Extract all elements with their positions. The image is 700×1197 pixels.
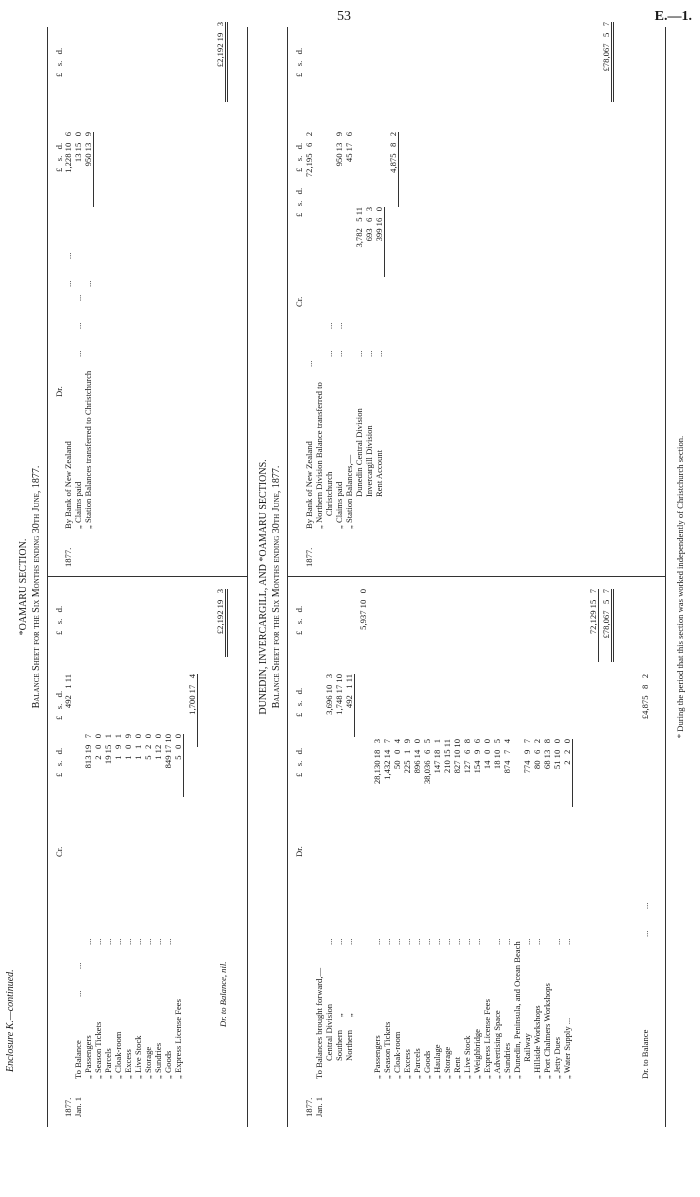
list-item-lead: ... xyxy=(143,938,153,945)
list-item: „ Passengers xyxy=(372,1035,382,1079)
list-item-amt: 38,036 6 5 xyxy=(422,739,432,785)
list-item-amt: 813 19 7 xyxy=(83,734,93,769)
dunedin-left-dr: Dr. xyxy=(294,846,304,857)
list-item: „ Claims paid xyxy=(334,481,344,529)
dunedin-center-divider xyxy=(287,576,665,577)
list-item: Southern „ xyxy=(334,1013,344,1061)
list-item: „ Parcels xyxy=(412,1048,422,1079)
list-item: „ Northern Division Balance transferred to xyxy=(314,382,324,529)
list-item-amt: 80 6 2 xyxy=(532,739,542,770)
list-item-lead: ... xyxy=(372,938,382,945)
list-item: „ Rent xyxy=(452,1056,462,1079)
list-item-lead: ... xyxy=(402,938,412,945)
list-item: „ Excess xyxy=(123,1049,133,1079)
list-item: „ Cloak-room xyxy=(113,1031,123,1079)
oamaru-left-amt-header: £ s. d. xyxy=(54,747,64,777)
list-item-amt: 5 2 0 xyxy=(143,734,153,760)
list-item-amt: 45 17 6 xyxy=(344,132,354,163)
list-item: „ Goods xyxy=(163,1050,173,1079)
dunedin-section-title: DUNEDIN, INVERCARGILL, AND *OAMARU SECTIONS. xyxy=(258,459,269,715)
dunedin-right-total: £78,067 5 7 xyxy=(601,22,614,102)
list-item: „ Express License Fees xyxy=(482,999,492,1079)
list-item-lead: ... xyxy=(344,938,354,945)
list-item-lead: ... xyxy=(442,938,452,945)
oamaru-receipts-subtotal: 1,700 17 4 xyxy=(187,674,198,747)
list-item-lead: ... xyxy=(532,938,542,945)
dunedin-bf-total: 5,937 10 0 xyxy=(358,589,368,630)
dunedin-dr-balance-lead: ... ... xyxy=(640,902,650,937)
list-item-lead: ... xyxy=(392,938,402,945)
list-item: „ Passengers xyxy=(83,1035,93,1079)
dunedin-left-year: 1877. xyxy=(304,1097,314,1117)
list-item-lead: ... xyxy=(374,350,384,357)
list-item-lead: ... xyxy=(103,938,113,945)
list-item-amt: 950 13 9 xyxy=(334,132,344,167)
list-item-amt: 225 1 9 xyxy=(402,739,412,774)
list-item-lead: ... xyxy=(334,938,344,945)
list-item-lead: ... xyxy=(123,938,133,945)
list-item-lead: ... xyxy=(163,938,173,945)
list-item-lead: ... xyxy=(432,938,442,945)
list-item-amt: 3,782 5 11 xyxy=(354,207,364,248)
list-item: „ Season Tickets xyxy=(93,1021,103,1079)
list-item-amt: 950 13 9 xyxy=(83,132,94,207)
list-item-amt: 492 1 11 xyxy=(344,674,355,737)
list-item-amt: 1 9 1 xyxy=(113,734,123,760)
oamaru-left-amt-header-2: £ s. d. xyxy=(54,690,64,720)
oamaru-to-balance-lead: ... ... xyxy=(73,962,83,997)
list-item: „ Claims paid xyxy=(73,481,83,529)
list-item-amt: 1 12 0 xyxy=(153,734,163,760)
dunedin-section-subtitle: Balance Sheet for the Six Months ending 30th June, 1877. xyxy=(271,465,282,709)
oamaru-to-balance-amt: 492 1 11 xyxy=(63,674,73,709)
list-item-lead: ... xyxy=(502,938,512,945)
dunedin-dr-balance: Dr. to Balance xyxy=(640,1029,650,1079)
list-item: „ Sundries xyxy=(502,1042,512,1079)
list-item: „ Station Balances transferred to Christchurch xyxy=(83,370,93,529)
list-item: „ Advertising Space xyxy=(492,1010,502,1079)
dunedin-top-rule xyxy=(287,27,288,1127)
list-item-lead: ... xyxy=(522,938,532,945)
dunedin-left-amt-header: £ s. d. xyxy=(294,747,304,777)
list-item: „ Port Chalmers Workshops xyxy=(542,983,552,1079)
list-item: Rent Account xyxy=(374,449,384,497)
list-item-amt: 28,130 18 3 xyxy=(372,739,382,785)
list-item: „ Water Supply ... xyxy=(562,1017,572,1079)
list-item-lead: ... xyxy=(113,938,123,945)
oamaru-dr-balance: Dr. to Balance, nil. xyxy=(218,961,228,1027)
list-item: Christchurch xyxy=(324,471,334,529)
list-item: „ Storage xyxy=(442,1046,452,1079)
list-item-amt: 18 10 5 xyxy=(492,739,502,770)
list-item-lead: ... xyxy=(364,350,374,357)
list-item-amt: 1,228 10 6 xyxy=(63,132,73,173)
oamaru-left-year: 1877. xyxy=(63,1097,73,1117)
list-item: „ Excess xyxy=(402,1049,412,1079)
oamaru-right-dr: Dr. xyxy=(54,386,64,397)
list-item-lead: ... xyxy=(492,938,502,945)
list-item-amt: 72,195 6 2 xyxy=(304,132,314,178)
list-item-lead: ... xyxy=(83,938,93,945)
list-item-lead: ... xyxy=(324,938,334,945)
list-item-amt: 1,748 17 10 xyxy=(334,674,344,715)
dunedin-left-amt-header-3: £ s. d. xyxy=(294,605,304,635)
list-item: „ Live Stock xyxy=(133,1035,143,1079)
list-item-lead: ... xyxy=(382,938,392,945)
list-item-amt: 68 13 8 xyxy=(542,739,552,770)
list-item: By Bank of New Zealand xyxy=(304,441,314,529)
list-item-amt: 154 9 6 xyxy=(472,739,482,774)
list-item-amt: 693 6 3 xyxy=(364,207,374,242)
list-item: „ Storage xyxy=(143,1046,153,1079)
list-item-amt: 1 0 9 xyxy=(123,734,133,760)
list-item-amt: 874 7 4 xyxy=(502,739,512,774)
list-item-amt: 50 0 4 xyxy=(392,739,402,770)
list-item-lead: ... ... xyxy=(63,252,73,287)
list-item-amt: 210 15 11 xyxy=(442,739,452,774)
list-item-lead: ... ... xyxy=(324,322,334,357)
list-item-lead: ... xyxy=(304,360,314,367)
oamaru-top-rule xyxy=(47,27,48,1127)
list-item-amt: 51 10 0 xyxy=(552,739,562,770)
list-item-lead: ... xyxy=(452,938,462,945)
list-item: „ Jetty Dues xyxy=(552,1036,562,1079)
list-item-amt: 896 14 0 xyxy=(412,739,422,774)
list-item-amt: 14 0 0 xyxy=(482,739,492,770)
list-item: „ Sundries xyxy=(153,1042,163,1079)
series-code: E.—1. xyxy=(654,9,692,24)
list-item-lead: ... xyxy=(153,938,163,945)
list-item: „ Hillside Workshops xyxy=(532,1005,542,1079)
dunedin-right-year: 1877. xyxy=(304,547,314,567)
list-item-amt: 827 10 10 xyxy=(452,739,462,774)
oamaru-right-amt-header: £ s. d. xyxy=(54,142,64,172)
oamaru-right-amt-header-2: £ s. d. xyxy=(54,47,64,77)
list-item-amt: 3,696 10 3 xyxy=(324,674,334,715)
list-item-amt: 774 9 7 xyxy=(522,739,532,774)
list-item: Central Division xyxy=(324,1003,334,1061)
list-item: „ Live Stock xyxy=(462,1035,472,1079)
dunedin-right-amt-header: £ s. d. xyxy=(294,187,304,217)
rotated-ledger-sheet xyxy=(0,17,700,1157)
list-item-lead: ... xyxy=(93,938,103,945)
dunedin-right-cr: Cr. xyxy=(294,296,304,307)
dunedin-stations-total: 4,875 8 2 xyxy=(388,132,399,207)
list-item-lead: ... xyxy=(462,938,472,945)
list-item-lead: ... xyxy=(552,938,562,945)
dunedin-brought-forward: To Balances brought forward,— xyxy=(314,967,324,1079)
oamaru-to-balance: To Balance xyxy=(73,1040,83,1079)
dunedin-right-amt-header-2: £ s. d. xyxy=(294,142,304,172)
list-item-lead: ... ... ... xyxy=(73,294,83,357)
list-item: „ Season Tickets xyxy=(382,1021,392,1079)
list-item-lead: ... xyxy=(562,938,572,945)
oamaru-center-divider xyxy=(47,576,247,577)
list-item-lead: ... ... xyxy=(334,322,344,357)
list-item: Railway xyxy=(522,1033,532,1079)
oamaru-left-amt-header-3: £ s. d. xyxy=(54,605,64,635)
list-item: Northern „ xyxy=(344,1013,354,1061)
footnote: * During the period that this section was worked independently of Christchurch section. xyxy=(675,435,685,739)
list-item-amt: 147 18 1 xyxy=(432,739,442,774)
list-item: „ Station Balances,— xyxy=(344,454,354,529)
list-item-amt: 5 0 0 xyxy=(173,734,184,797)
dunedin-left-jan: Jan. 1 xyxy=(314,1096,324,1117)
list-item-lead: ... xyxy=(422,938,432,945)
oamaru-right-year: 1877. xyxy=(63,547,73,567)
list-item-amt: 1,432 14 7 xyxy=(382,739,392,780)
list-item: „ Goods xyxy=(422,1050,432,1079)
list-item: Invercargill Division xyxy=(364,425,374,497)
list-item-amt: 2 0 0 xyxy=(93,734,103,760)
oamaru-left-cr: Cr. xyxy=(54,846,64,857)
list-item: „ Express License Fees xyxy=(173,999,183,1079)
enclosure-heading: Enclosure K.—continued. xyxy=(5,969,16,1072)
list-item-amt: 849 17 10 xyxy=(163,734,173,769)
dunedin-bottom-rule xyxy=(665,27,666,1127)
list-item-amt: 399 16 0 xyxy=(374,207,385,277)
list-item-lead: ... xyxy=(133,938,143,945)
list-item-amt: 1 1 0 xyxy=(133,734,143,760)
list-item: „ Haulage xyxy=(432,1044,442,1079)
dunedin-left-total: £78,067 5 7 xyxy=(601,589,614,662)
list-item-amt: 13 15 0 xyxy=(73,132,83,163)
list-item: „ Cloak-room xyxy=(392,1031,402,1079)
list-item: Dunedin Central Division xyxy=(354,408,364,497)
oamaru-left-total: £2,192 19 3 xyxy=(215,589,228,657)
list-item-amt: 127 6 8 xyxy=(462,739,472,774)
list-item: „ Dunedin, Peninsula, and Ocean Beach xyxy=(512,941,522,1079)
page-number: 53 xyxy=(337,9,351,24)
oamaru-section-subtitle: Balance Sheet for the Six Months ending 30th June, 1877. xyxy=(31,465,42,709)
oamaru-section-title: *OAMARU SECTION. xyxy=(18,538,29,636)
dunedin-dr-balance-amt: £4,875 8 2 xyxy=(640,674,650,720)
oamaru-bottom-rule xyxy=(247,27,248,1127)
list-item-lead: ... xyxy=(83,280,93,287)
list-item: „ Weighbridge xyxy=(472,1029,482,1079)
dunedin-right-amt-header-3: £ s. d. xyxy=(294,47,304,77)
dunedin-left-amt-header-2: £ s. d. xyxy=(294,687,304,717)
list-item-lead: ... xyxy=(472,938,482,945)
list-item-lead: ... xyxy=(412,938,422,945)
oamaru-right-total: £2,192 19 3 xyxy=(215,22,228,102)
list-item-amt: 2 2 0 xyxy=(562,739,573,807)
list-item-amt: 19 15 1 xyxy=(103,734,113,765)
list-item: By Bank of New Zealand xyxy=(63,441,73,529)
dunedin-receipts-total: 72,129 15 7 xyxy=(588,589,599,662)
list-item: „ Parcels xyxy=(103,1048,113,1079)
list-item-lead: ... xyxy=(354,350,364,357)
oamaru-left-jan: Jan. 1 xyxy=(73,1096,83,1117)
